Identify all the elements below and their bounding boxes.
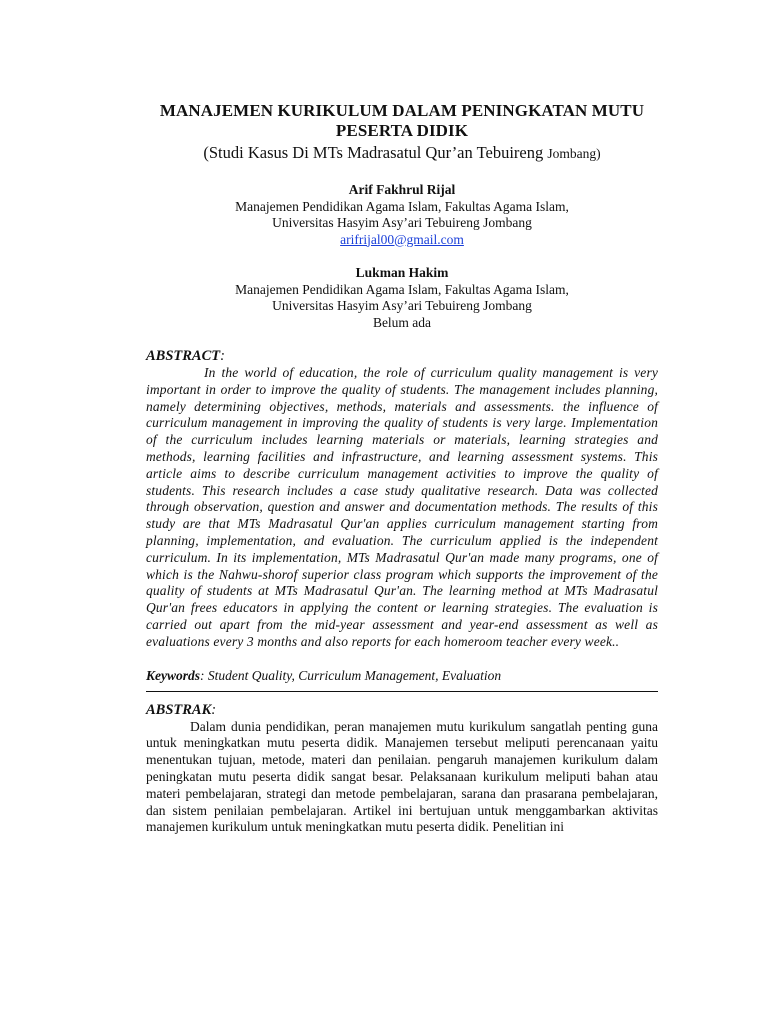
author-name: Lukman Hakim: [355, 265, 449, 280]
abstract-heading-label: ABSTRACT: [146, 348, 221, 364]
author-university: Universitas Hasyim Asy’ari Tebuireng Jombang: [272, 298, 532, 313]
author-affiliation: Manajemen Pendidikan Agama Islam, Fakultas Agama Islam,: [235, 198, 569, 214]
abstract-heading: [146, 348, 658, 365]
author-affiliation: Manajemen Pendidikan Agama Islam, Fakultas Agama Islam,: [235, 281, 569, 297]
paper-subtitle: [146, 143, 658, 164]
paper-content: [146, 101, 658, 836]
abstrak-heading-colon: :: [211, 701, 217, 718]
subtitle-small: Jombang): [547, 146, 601, 161]
abstrak-heading: [146, 702, 658, 719]
subtitle-main: (Studi Kasus Di MTs Madrasatul Qur’an Tebuireng: [203, 143, 544, 162]
abstract-body-en: In the world of education, the role of curriculum quality management is very important in order to improve the quality of students. The management includes planning, namely determining objectives, methods, materials and assessments. the influence of curriculum management in improving the quality of students is very large. Implementation of the curriculum includes learning materials or materials, learning strategies and methods, learning facilities and infrastructure, and learning assessment systems. This article aims to describe curriculum management activities to improve the quality of students. This research includes a case study qualitative research. Data was collected through observation, question and answer and documentation methods. The results of this study are that MTs Madrasatul Qur'an applies curriculum management starting from planning, implementation, and evaluation. The curriculum applied is the independent curriculum. In its implementation, MTs Madrasatul Qur'an made many programs, one of which is the Nahwu-shorof superior class program which supports the improvement of the quality of students at MTs Madrasatul Qur'an. The learning method at MTs Madrasatul Qur'an frees educators in applying the content or learning strategies. The evaluation is carried out apart from the mid-year assessment and year-end assessment as well as evaluations every 3 months and also reports for each homeroom teacher every week..: [146, 365, 658, 649]
keywords-label: Keywords: [146, 667, 200, 683]
paper-title: [146, 101, 658, 141]
author-block-1: [146, 182, 658, 248]
abstract-heading-colon: :: [220, 348, 225, 364]
title-line-2: PESERTA DIDIK: [335, 121, 469, 140]
author-block-2: [146, 265, 658, 331]
section-divider: [146, 691, 658, 692]
author-contact: Belum ada: [372, 314, 432, 330]
keywords-text: Student Quality, Curriculum Management, Evaluation: [204, 667, 502, 683]
title-line-1: MANAJEMEN KURIKULUM DALAM PENINGKATAN MUTU: [159, 101, 645, 120]
author-email-link[interactable]: arifrijal00@gmail.com: [340, 231, 464, 247]
keywords-line: [146, 667, 658, 684]
abstract-body-id: Dalam dunia pendidikan, peran manajemen mutu kurikulum sangatlah penting guna untuk meningkatkan mutu peserta didik. Manajemen tersebut meliputi perencanaan yaitu menentukan tujuan, metode, materi dan penilaian. pengaruh manajemen kurikulum dalam peningkatan mutu peserta didik sangat besar. Pelaksanaan kurikulum meliputi bahan atau materi pembelajaran, strategi dan metode pembelajaran, sarana dan prasarana pembelajaran, dan sistem penilaian pembelajaran. Artikel ini bertujuan untuk menggambarkan aktivitas manajemen kurikulum untuk meningkatkan mutu peserta didik. Penelitian ini: [146, 718, 658, 835]
author-university: Universitas Hasyim Asy’ari Tebuireng Jombang: [272, 215, 532, 230]
abstrak-heading-label: ABSTRAK: [146, 701, 212, 718]
keywords-colon: :: [200, 667, 205, 683]
author-name: Arif Fakhrul Rijal: [348, 182, 456, 197]
